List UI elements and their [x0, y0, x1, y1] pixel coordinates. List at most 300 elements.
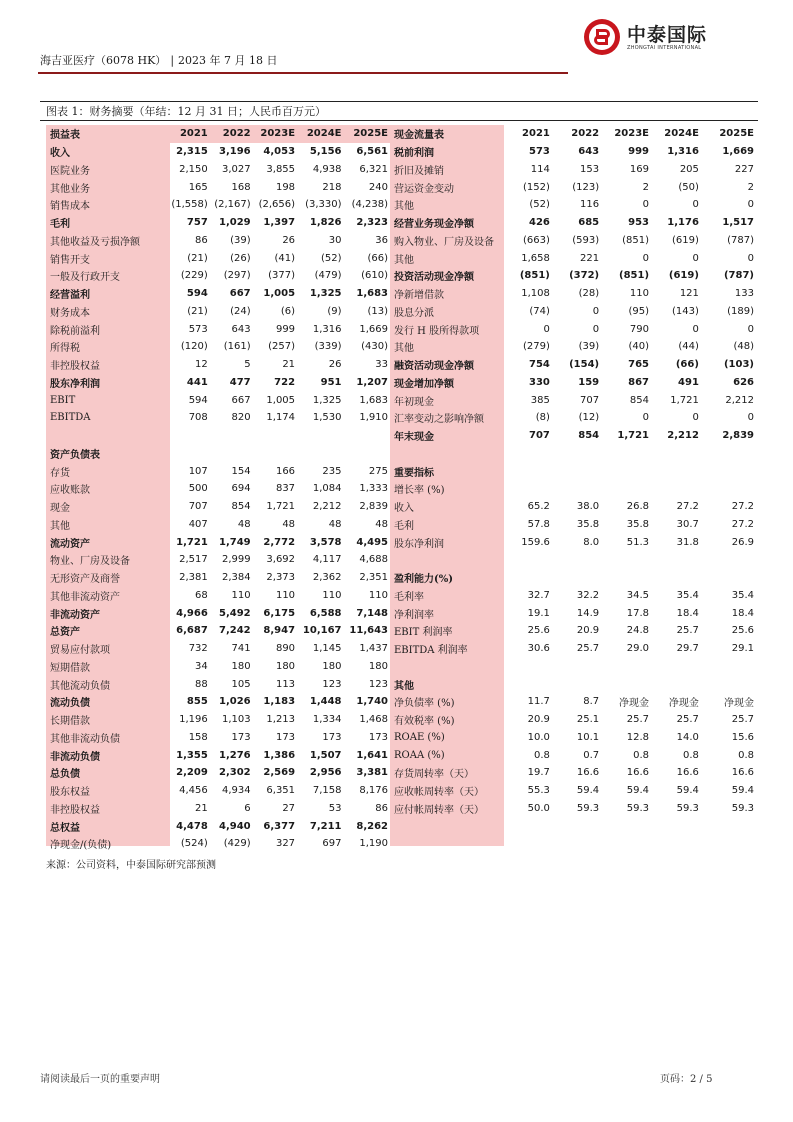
table-row — [46, 764, 390, 782]
cell-value: (26) — [230, 252, 251, 264]
table-row — [390, 391, 756, 409]
cell-value: 59.4 — [576, 785, 600, 797]
row-label: 净负债率 (%) — [394, 698, 455, 710]
cell-value: 48 — [282, 518, 296, 530]
cell-value: 7,148 — [356, 607, 388, 619]
cell-value: 6,588 — [309, 607, 342, 619]
row-label: 应收帐周转率（天） — [394, 787, 484, 799]
cell-value: 275 — [368, 465, 388, 477]
cell-value: 0.8 — [633, 749, 650, 761]
table-row — [390, 551, 756, 569]
table-row — [390, 764, 756, 782]
cell-value: 2024E — [306, 128, 342, 140]
cell-value: 25.7 — [676, 714, 699, 726]
cell-value: 999 — [628, 146, 650, 158]
table-row — [46, 533, 390, 551]
cell-value — [651, 445, 701, 463]
cell-value: 180 — [275, 660, 296, 672]
cell-value: 1,517 — [722, 217, 754, 229]
cell-value: 6,377 — [263, 820, 296, 832]
cell-value: 0.7 — [583, 749, 600, 761]
cell-value: 59.3 — [576, 802, 600, 814]
cell-value: 32.7 — [527, 589, 550, 601]
cell-value: 1,386 — [263, 749, 296, 761]
cell-value: 3,027 — [221, 163, 251, 175]
cell-value: 110 — [231, 589, 251, 601]
header-rule — [38, 72, 568, 74]
cell-value: 1,530 — [312, 412, 342, 424]
cell-value — [701, 445, 756, 463]
cell-value: 1,190 — [359, 838, 388, 850]
logo-name: 中泰国际 — [627, 24, 708, 46]
cell-value — [552, 462, 601, 480]
cell-value: 27.2 — [731, 501, 754, 513]
cell-value: 385 — [530, 394, 550, 406]
table-row — [390, 232, 756, 250]
cell-value: 33 — [375, 359, 388, 371]
cell-value: (39) — [578, 341, 600, 353]
cell-value: 20.9 — [576, 625, 600, 637]
table-row — [46, 249, 390, 267]
cell-value: 708 — [188, 412, 208, 424]
row-label: 销售开支 — [50, 254, 90, 266]
cell-value: 707 — [188, 501, 208, 513]
cell-value: 2,956 — [309, 767, 342, 779]
cell-value — [253, 445, 297, 463]
cell-value: 27.2 — [676, 501, 699, 513]
cell-value: 27 — [282, 802, 296, 814]
cell-value: (787) — [723, 270, 754, 282]
cell-value: 6,561 — [356, 146, 388, 158]
table-row — [46, 516, 390, 534]
cell-value: 4,478 — [176, 820, 208, 832]
cell-value: 890 — [275, 643, 296, 655]
cell-value: (48) — [733, 341, 754, 353]
row-label: 资产负债表 — [50, 449, 100, 461]
header-separator: | — [170, 54, 175, 67]
cell-value: 12 — [195, 359, 208, 371]
cell-value: 2,323 — [356, 217, 388, 229]
row-label: 其他 — [50, 520, 70, 532]
table-row — [46, 835, 390, 853]
table-row — [390, 658, 756, 676]
cell-value: 0 — [642, 252, 650, 264]
row-label: 购入物业、厂房及设备 — [394, 236, 494, 248]
table-row — [390, 800, 756, 818]
row-label: 现金流量表 — [394, 130, 444, 142]
cell-value: 0 — [642, 412, 650, 424]
cell-value: 2,839 — [722, 430, 754, 442]
cell-value: 837 — [275, 483, 296, 495]
row-label: 其他收益及亏损净额 — [50, 236, 140, 248]
cell-value: 1,397 — [263, 217, 296, 229]
cell-value: 30 — [328, 234, 342, 246]
cell-value: 123 — [368, 678, 388, 690]
cell-value: 35.8 — [626, 518, 650, 530]
cell-value: 0 — [747, 252, 754, 264]
cell-value: (479) — [314, 270, 342, 282]
cell-value: 1,683 — [356, 288, 388, 300]
cell-value: 0 — [592, 305, 600, 317]
row-label: 股东净利润 — [50, 378, 100, 390]
cell-value: 0 — [692, 412, 699, 424]
table-row — [46, 711, 390, 729]
cell-value: (524) — [180, 838, 208, 850]
table-row — [390, 320, 756, 338]
table-row — [46, 604, 390, 622]
cell-value: (6) — [280, 305, 296, 317]
cell-value: 1,316 — [312, 323, 342, 335]
row-label: 净新增借款 — [394, 290, 444, 302]
cell-value: (4,238) — [351, 199, 388, 211]
cell-value: 51.3 — [626, 536, 650, 548]
cell-value: 1,174 — [266, 412, 296, 424]
cell-value: 2021 — [179, 128, 208, 140]
cell-value: 110 — [275, 589, 296, 601]
cell-value: 1,145 — [312, 643, 342, 655]
cell-value: (3,330) — [305, 199, 342, 211]
cell-value: 26 — [328, 359, 342, 371]
cell-value: 27.2 — [731, 518, 754, 530]
cell-value: (8) — [535, 412, 550, 424]
cell-value — [701, 551, 756, 569]
row-label: 盈利能力(%) — [394, 574, 453, 586]
cell-value: 722 — [274, 376, 296, 388]
table-row — [46, 480, 390, 498]
cell-value: 1,683 — [359, 394, 388, 406]
cell-value: 16.6 — [576, 767, 600, 779]
row-label: 营运资金变动 — [394, 183, 454, 195]
cell-value: 1,437 — [359, 643, 388, 655]
cell-value — [552, 658, 601, 676]
cell-value: 107 — [188, 465, 208, 477]
table-row — [46, 143, 390, 161]
cell-value: 0 — [592, 323, 600, 335]
cell-value: 29.7 — [676, 643, 699, 655]
cell-value: 16.6 — [626, 767, 650, 779]
row-label: 总负债 — [50, 769, 80, 781]
cell-value: 1,910 — [359, 412, 388, 424]
cell-value: 2,315 — [176, 146, 208, 158]
cell-value: (24) — [230, 305, 251, 317]
cell-value: (851) — [622, 234, 650, 246]
cell-value: 2023E — [260, 128, 296, 140]
row-label: 长期借款 — [50, 716, 90, 728]
cell-value — [651, 551, 701, 569]
table-row — [390, 480, 756, 498]
cell-value: 48 — [328, 518, 342, 530]
cell-value: 2,772 — [263, 536, 296, 548]
table-row — [390, 303, 756, 321]
cell-value: 1,721 — [670, 394, 699, 406]
cell-value: 57.8 — [527, 518, 550, 530]
table-row — [390, 782, 756, 800]
cell-value: 14.0 — [676, 731, 699, 743]
cell-value: 25.7 — [676, 625, 699, 637]
cell-value: 221 — [580, 252, 600, 264]
row-label: 其他 — [394, 254, 414, 266]
row-label: EBIT 利润率 — [394, 627, 453, 639]
cell-value: 114 — [530, 163, 550, 175]
cell-value: 11.7 — [527, 696, 550, 708]
cell-value: 17.8 — [626, 607, 650, 619]
table-row — [46, 817, 390, 835]
cell-value — [701, 675, 756, 693]
company-name: 海吉亚医疗（6078 HK） — [40, 54, 167, 67]
cell-value: (152) — [522, 181, 550, 193]
table-row — [46, 409, 390, 427]
cell-value — [503, 551, 552, 569]
cell-value: 2,362 — [312, 572, 342, 584]
cell-value — [503, 658, 552, 676]
cell-value: 1,658 — [521, 252, 550, 264]
cell-value: 19.7 — [527, 767, 550, 779]
cell-value: 1,316 — [667, 146, 699, 158]
cell-value: 6,687 — [176, 625, 208, 637]
table-row — [46, 427, 390, 445]
cell-value: 159.6 — [521, 536, 550, 548]
cell-value: 16.6 — [731, 767, 754, 779]
cell-value: 14.9 — [576, 607, 600, 619]
table-row — [390, 711, 756, 729]
table-row — [390, 409, 756, 427]
row-label: 损益表 — [50, 130, 80, 142]
cell-value: (787) — [727, 234, 754, 246]
row-label: 股息分派 — [394, 307, 434, 319]
table-row — [46, 285, 390, 303]
row-label: 短期借款 — [50, 662, 90, 674]
cell-value: 173 — [231, 731, 251, 743]
cell-value: 29.1 — [731, 643, 754, 655]
cell-value: 88 — [195, 678, 208, 690]
cell-value: 2,212 — [725, 394, 754, 406]
cell-value: 48 — [375, 518, 388, 530]
row-label: 其他 — [394, 680, 414, 692]
cell-value: (279) — [522, 341, 550, 353]
cell-value: 407 — [188, 518, 208, 530]
cell-value — [651, 462, 701, 480]
cell-value: 198 — [275, 181, 296, 193]
row-label: 税前利润 — [394, 148, 434, 160]
table-row — [46, 445, 390, 463]
cell-value — [601, 462, 651, 480]
row-label: 收入 — [394, 503, 414, 515]
row-label: 有效税率 (%) — [394, 716, 455, 728]
cell-value: (161) — [223, 341, 251, 353]
cell-value: 8.7 — [583, 696, 600, 708]
cell-value: (39) — [230, 234, 251, 246]
table-row — [46, 729, 390, 747]
cell-value: (663) — [522, 234, 550, 246]
cell-value: (28) — [578, 288, 600, 300]
cell-value: 3,381 — [356, 767, 388, 779]
table-row — [390, 533, 756, 551]
table-row — [390, 125, 756, 143]
cell-value: 173 — [275, 731, 296, 743]
cell-value: 4,934 — [221, 785, 251, 797]
cell-value: (44) — [678, 341, 699, 353]
row-label: 非控股权益 — [50, 361, 100, 373]
row-label: 毛利率 — [394, 591, 424, 603]
cell-value — [503, 462, 552, 480]
cell-value: 110 — [368, 589, 388, 601]
cell-value: (610) — [361, 270, 388, 282]
row-label: 净现金/(负债) — [50, 840, 112, 852]
cell-value: 1,749 — [218, 536, 251, 548]
cell-value — [210, 445, 253, 463]
row-label: 收入 — [50, 148, 70, 160]
table-row — [46, 320, 390, 338]
cell-value: 2022 — [571, 128, 600, 140]
cell-value: 0 — [747, 323, 754, 335]
table-row — [46, 498, 390, 516]
cell-value: 21 — [195, 802, 208, 814]
cell-value: 1,196 — [179, 714, 208, 726]
cell-value: 643 — [231, 323, 251, 335]
cell-value: 18.4 — [676, 607, 699, 619]
table-row — [390, 178, 756, 196]
cell-value — [552, 445, 601, 463]
cell-value: 0 — [747, 412, 754, 424]
cell-value — [165, 427, 209, 445]
cell-value: 34 — [195, 660, 208, 672]
cell-value: 净现金 — [668, 698, 699, 710]
cell-value: 25.1 — [576, 714, 600, 726]
row-label: 存货 — [50, 467, 70, 479]
table-row — [390, 640, 756, 658]
cell-value: 8.0 — [583, 536, 600, 548]
cell-value: 11,643 — [349, 625, 388, 637]
cell-value: 2,373 — [266, 572, 296, 584]
cell-value: 327 — [275, 838, 296, 850]
table-row — [390, 729, 756, 747]
cell-value: 426 — [529, 217, 550, 229]
report-date: 2023 年 7 月 18 日 — [178, 54, 278, 67]
row-label: 融资活动现金净额 — [394, 361, 474, 373]
cell-value: 741 — [231, 643, 251, 655]
cell-value — [503, 569, 552, 587]
cell-value: (377) — [268, 270, 296, 282]
cell-value: 153 — [580, 163, 600, 175]
row-label: 其他流动负债 — [50, 680, 110, 692]
cell-value: (123) — [572, 181, 600, 193]
cell-value: 48 — [237, 518, 251, 530]
cell-value: 35.4 — [731, 589, 754, 601]
cell-value: 2021 — [522, 128, 550, 140]
source-note: 来源：公司资料，中泰国际研究部预测 — [46, 860, 216, 871]
cell-value — [552, 675, 601, 693]
cell-value: 2,212 — [312, 501, 342, 513]
cell-value: 10.1 — [576, 731, 600, 743]
row-label: 销售成本 — [50, 201, 90, 213]
cell-value: 0 — [543, 323, 550, 335]
cell-value: 694 — [231, 483, 251, 495]
table-row — [390, 427, 756, 445]
row-label: 非流动资产 — [50, 609, 100, 621]
cell-value: 1,276 — [218, 749, 251, 761]
cell-value: 5 — [244, 359, 251, 371]
cell-value: 2,212 — [667, 430, 699, 442]
cell-value: 158 — [188, 731, 208, 743]
cell-value: 180 — [368, 660, 388, 672]
cell-value: (429) — [223, 838, 251, 850]
cell-value — [552, 551, 601, 569]
cell-value: 68 — [195, 589, 208, 601]
cell-value: 4,053 — [263, 146, 296, 158]
cell-value: 1,669 — [359, 323, 388, 335]
cell-value: 1,176 — [667, 217, 699, 229]
cell-value: 168 — [231, 181, 251, 193]
table-row — [390, 569, 756, 587]
table-row — [46, 675, 390, 693]
cell-value: (21) — [187, 252, 208, 264]
table-row — [46, 800, 390, 818]
cell-value: 7,242 — [218, 625, 251, 637]
cell-value: 1,108 — [521, 288, 550, 300]
cell-value: 643 — [578, 146, 600, 158]
cell-value: (120) — [180, 341, 208, 353]
cell-value: (2,656) — [258, 199, 296, 211]
table-row — [46, 693, 390, 711]
cell-value: 573 — [529, 146, 550, 158]
cell-value: 2,351 — [359, 572, 388, 584]
table-row — [390, 587, 756, 605]
cell-value: 20.9 — [527, 714, 550, 726]
row-label: 总资产 — [50, 627, 80, 639]
cell-value: 227 — [734, 163, 754, 175]
cell-value: 26 — [282, 234, 296, 246]
cell-value: (50) — [678, 181, 699, 193]
cell-value — [297, 427, 343, 445]
cell-value: 2,999 — [221, 554, 251, 566]
cell-value: (851) — [619, 270, 650, 282]
row-label: 应付帐周转率（天） — [394, 804, 484, 816]
cell-value: 1,005 — [266, 394, 296, 406]
cell-value: (103) — [723, 359, 754, 371]
cell-value: 59.3 — [731, 802, 754, 814]
row-label: 所得税 — [50, 343, 80, 355]
cell-value — [601, 480, 651, 498]
row-label: 财务成本 — [50, 307, 90, 319]
cell-value: 35.8 — [576, 518, 600, 530]
cell-value: 4,117 — [312, 554, 342, 566]
cell-value: 820 — [231, 412, 251, 424]
row-label: 毛利 — [394, 520, 414, 532]
cell-value: 4,966 — [176, 607, 208, 619]
cell-value: 573 — [188, 323, 208, 335]
cell-value: (9) — [327, 305, 342, 317]
cashflow-ratios-table — [390, 125, 756, 817]
cell-value: 1,213 — [266, 714, 296, 726]
row-label: 物业、厂房及设备 — [50, 556, 130, 568]
income-balance-table — [46, 125, 390, 853]
cell-value: 31.8 — [676, 536, 699, 548]
cell-value: 854 — [629, 394, 650, 406]
cell-value — [651, 569, 701, 587]
cell-value: 1,448 — [309, 696, 342, 708]
row-label: 股东净利润 — [394, 538, 444, 550]
cell-value: 3,196 — [218, 146, 251, 158]
cell-value: 1,721 — [176, 536, 208, 548]
cell-value: 38.0 — [576, 501, 600, 513]
row-label: 重要指标 — [394, 467, 434, 479]
row-label: 折旧及摊销 — [394, 165, 444, 177]
cell-value: 765 — [628, 359, 650, 371]
table-row — [390, 604, 756, 622]
cell-value: 86 — [375, 802, 388, 814]
table-row — [46, 232, 390, 250]
cell-value: 2 — [747, 181, 754, 193]
